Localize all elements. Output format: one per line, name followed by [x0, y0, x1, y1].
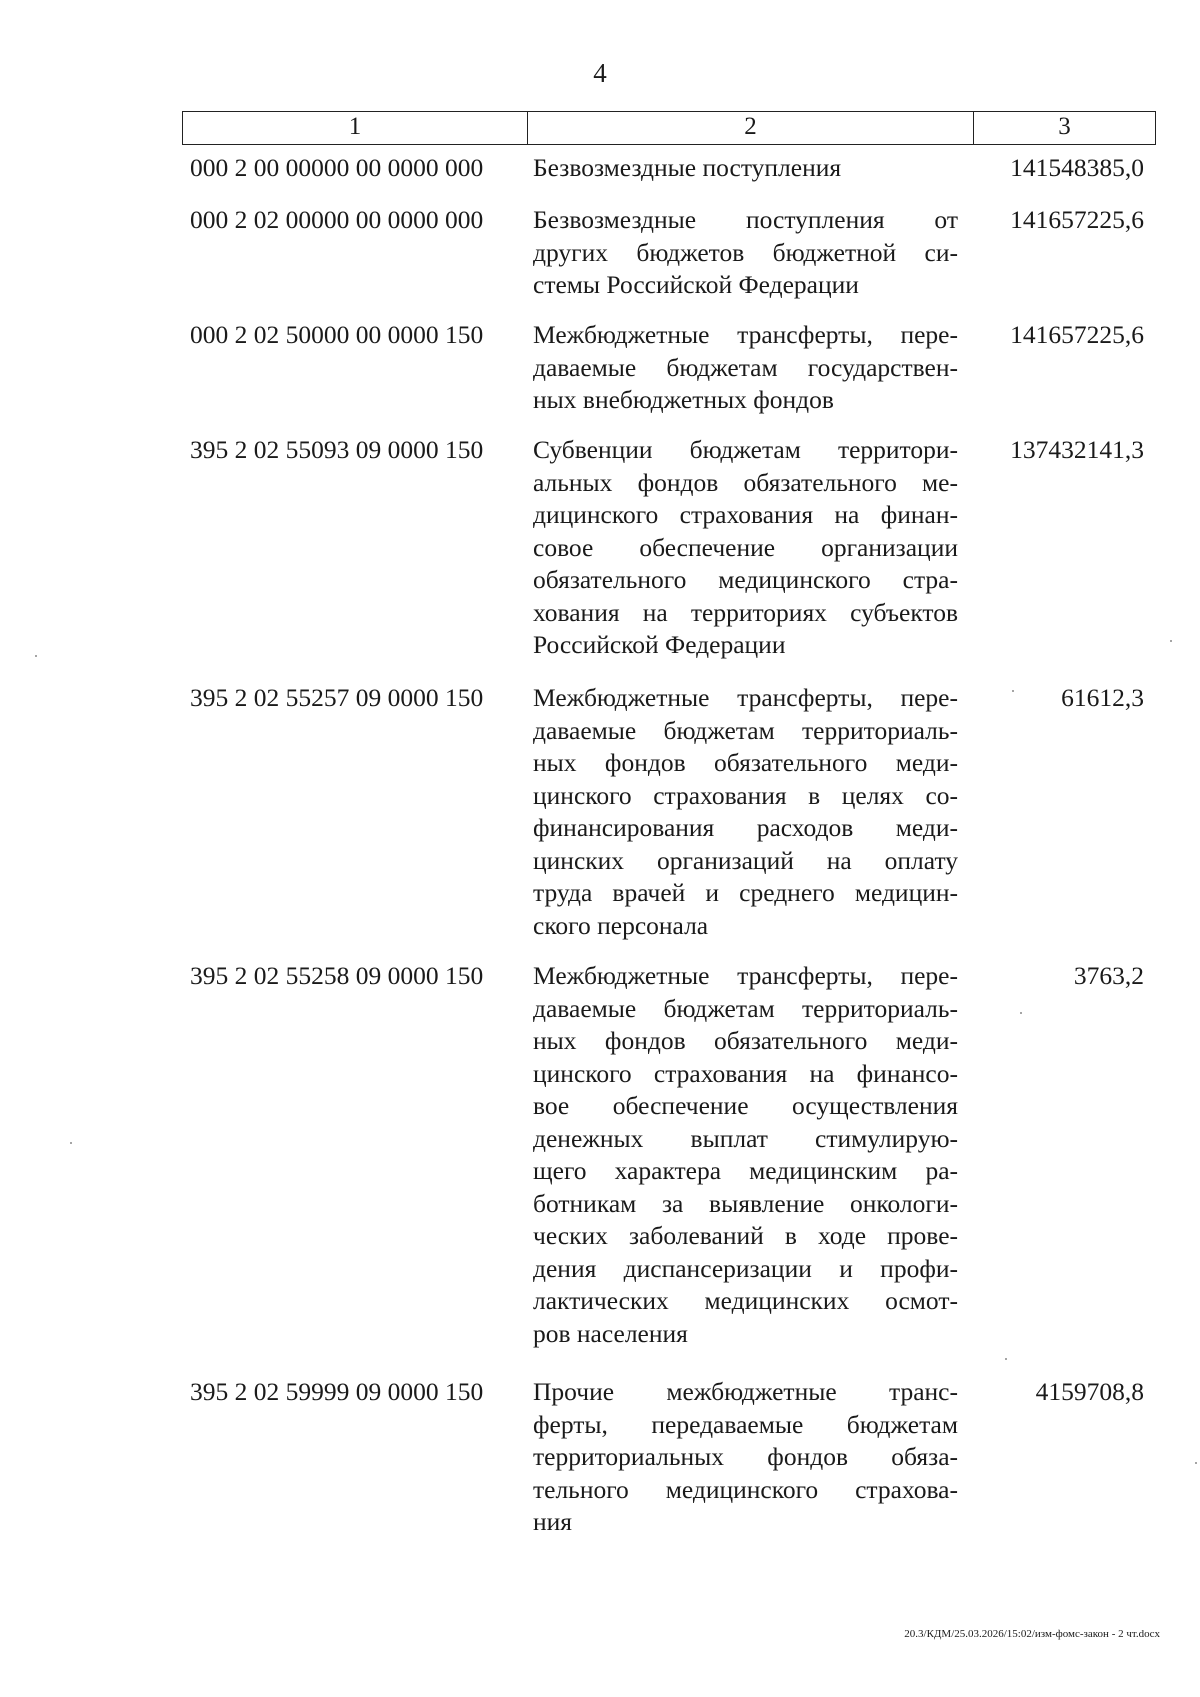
- row-amount: 137432141,3: [1010, 435, 1144, 464]
- description-line: дицинского страхования на финан-: [533, 500, 958, 529]
- row-amount: 141548385,0: [1010, 153, 1144, 182]
- table-header: [182, 111, 1156, 145]
- scan-speck: [70, 1142, 72, 1144]
- scan-speck: [1005, 1358, 1007, 1360]
- description-line: Межбюджетные трансферты, пере-: [533, 683, 958, 712]
- row-description: [533, 319, 958, 417]
- description-line: Прочие межбюджетные транс-: [533, 1377, 958, 1406]
- scan-speck: [1012, 690, 1014, 692]
- budget-code: 395 2 02 55258 09 0000 150: [190, 961, 484, 990]
- description-line: стемы Российской Федерации: [533, 270, 859, 299]
- row-amount: 141657225,6: [1010, 205, 1144, 234]
- description-line: Межбюджетные трансферты, пере-: [533, 320, 958, 349]
- scan-speck: [1020, 1012, 1022, 1014]
- scan-speck: [1170, 640, 1172, 642]
- scan-speck: [35, 655, 37, 657]
- row-amount: 3763,2: [1073, 961, 1144, 990]
- description-line: финансирования расходов меди-: [533, 813, 958, 842]
- description-line: денежных выплат стимулирую-: [533, 1123, 958, 1153]
- description-line: ского персонала: [533, 910, 709, 940]
- row-description: [533, 204, 958, 302]
- budget-code: 395 2 02 55257 09 0000 150: [190, 683, 484, 712]
- description-line: Субвенции бюджетам территори-: [533, 435, 958, 464]
- row-description: [533, 434, 958, 662]
- description-line: труда врачей и среднего медицин-: [533, 878, 958, 907]
- description-line: других бюджетов бюджетной си-: [533, 237, 958, 267]
- description-line: лактических медицинских осмот-: [533, 1286, 958, 1315]
- description-line: даваемые бюджетам территориаль-: [533, 993, 958, 1023]
- budget-code: 000 2 00 00000 00 0000 000: [190, 153, 484, 182]
- header-col-3: 3: [1058, 113, 1071, 140]
- description-line: Межбюджетные трансферты, пере-: [533, 961, 958, 990]
- footer-note: 20.3/КДМ/25.03.2026/15:02/изм-фомс-закон - 2 чт.docx: [904, 1628, 1160, 1640]
- description-line: Безвозмездные поступления от: [533, 205, 958, 234]
- description-line: даваемые бюджетам государствен-: [533, 352, 958, 382]
- description-line: дения диспансеризации и профи-: [533, 1253, 958, 1283]
- description-line: тельного медицинского страхова-: [533, 1474, 958, 1504]
- scan-speck: [1195, 1462, 1197, 1464]
- row-description: [533, 682, 958, 942]
- description-line: ботникам за выявление онкологи-: [533, 1188, 958, 1218]
- description-line: совое обеспечение организации: [533, 532, 958, 562]
- row-amount: 4159708,8: [1035, 1377, 1144, 1406]
- description-line: Российской Федерации: [533, 630, 786, 659]
- description-line: обязательного медицинского стра-: [533, 565, 958, 594]
- header-col-1: 1: [183, 112, 528, 144]
- description-line: альных фондов обязательного ме-: [533, 467, 958, 497]
- description-line: ческих заболеваний в ходе прове-: [533, 1221, 958, 1250]
- description-line: ных внебюджетных фондов: [533, 385, 834, 414]
- description-line: даваемые бюджетам территориаль-: [533, 715, 958, 745]
- description-line: вое обеспечение осуществления: [533, 1091, 958, 1120]
- row-amount: 141657225,6: [1010, 320, 1144, 349]
- row-description: [533, 960, 958, 1350]
- header-col-2: 2: [528, 112, 974, 144]
- description-line: цинских организаций на оплату: [533, 845, 958, 875]
- row-description: [533, 152, 958, 185]
- description-line: цинского страхования на финансо-: [533, 1058, 958, 1088]
- budget-code: 000 2 02 50000 00 0000 150: [190, 320, 484, 349]
- description-line: щего характера медицинским ра-: [533, 1156, 958, 1185]
- budget-code: 000 2 02 00000 00 0000 000: [190, 205, 484, 234]
- description-line: ных фондов обязательного меди-: [533, 748, 958, 777]
- page-number: 4: [593, 58, 607, 88]
- description-line: ров населения: [533, 1318, 688, 1348]
- description-line: ферты, передаваемые бюджетам: [533, 1409, 958, 1439]
- description-line: ния: [533, 1507, 573, 1536]
- description-line: территориальных фондов обяза-: [533, 1442, 958, 1471]
- description-line: Безвозмездные поступления: [533, 153, 842, 182]
- row-description: [533, 1376, 958, 1539]
- budget-code: 395 2 02 55093 09 0000 150: [190, 435, 484, 464]
- description-line: ных фондов обязательного меди-: [533, 1026, 958, 1055]
- description-line: хования на территориях субъектов: [533, 597, 958, 627]
- description-line: цинского страхования в целях со-: [533, 780, 958, 810]
- budget-code: 395 2 02 59999 09 0000 150: [190, 1377, 484, 1406]
- row-amount: 61612,3: [1061, 683, 1144, 712]
